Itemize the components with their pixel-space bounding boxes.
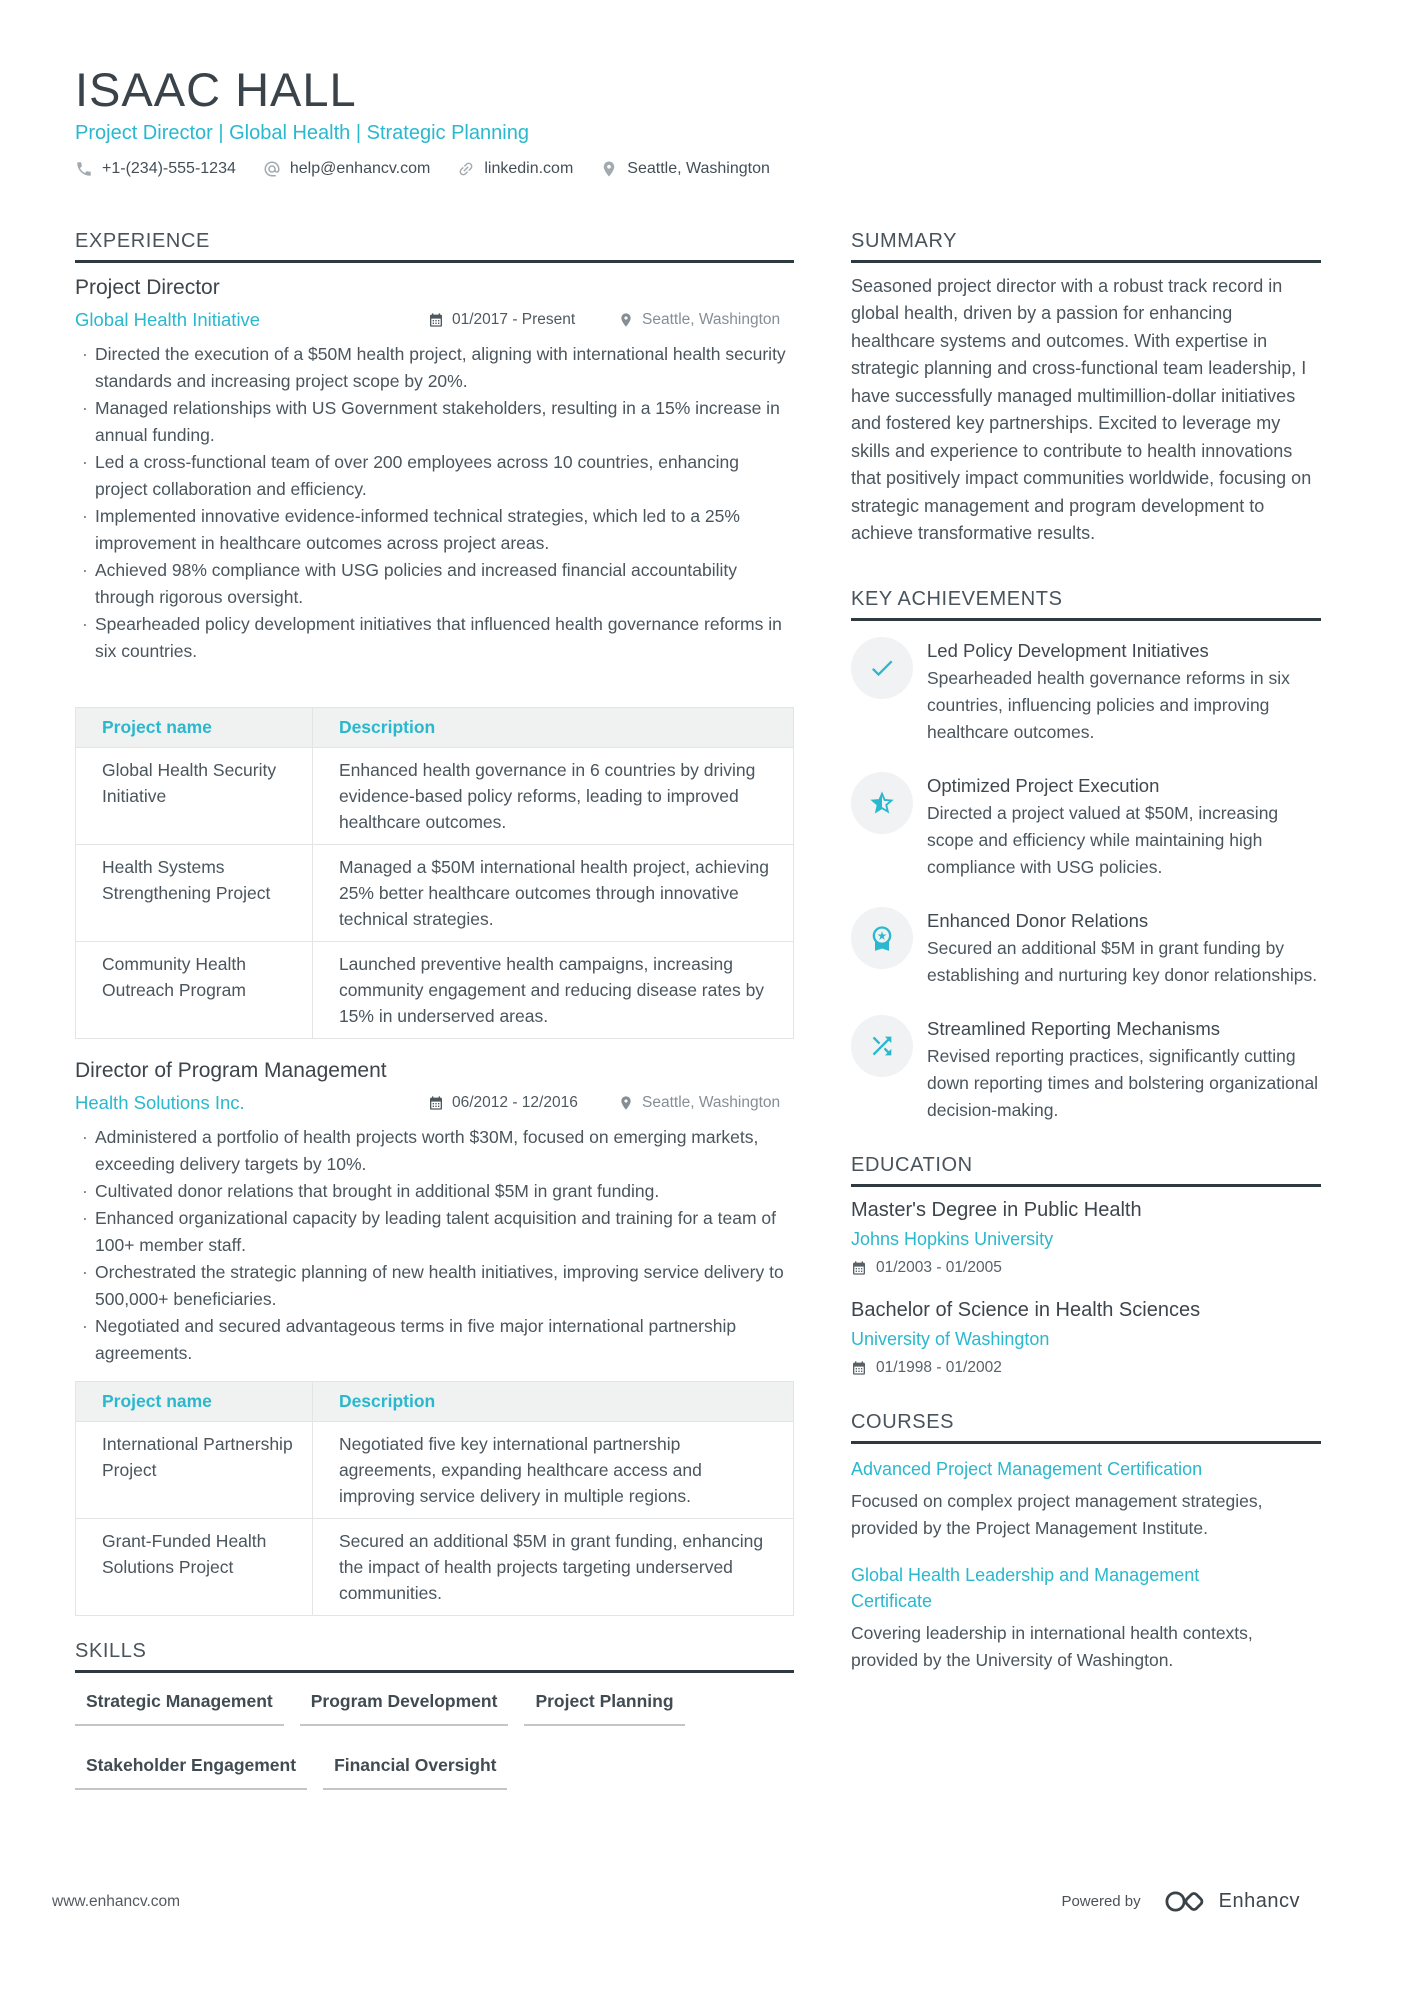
bullet-item: · Directed the execution of a $50M health project, aligning with international health security standards and increasing project scope by 20%. [75,341,794,395]
section-skills-heading: SKILLS [75,1640,794,1673]
medal-icon [851,907,913,969]
company-name: Global Health Initiative [75,308,261,330]
education-dates: 01/2003 - 01/2005 [851,1259,1321,1277]
course-description: Focused on complex project management strategies, provided by the Project Management Institute. [851,1490,1263,1538]
bullet-item: · Implemented innovative evidence-informed technical strategies, which led to a 25% improvement in healthcare outcomes across project areas. [75,503,794,557]
achievement-item [851,637,1321,746]
table-row [76,747,794,844]
section-summary-heading: SUMMARY [851,230,1321,263]
table-cell-project: Health Systems Strengthening Project [76,844,313,941]
skill-item: Stakeholder Engagement [75,1755,307,1790]
right-column [851,230,1321,1790]
calendar-icon [428,1095,444,1111]
projects-table [75,1381,794,1616]
bullet-item: · Administered a portfolio of health projects worth $30M, focused on emerging markets, exceeding delivery targets by 10%. [75,1124,794,1178]
headline: Project Director | Global Health | Strategic Planning [75,121,529,144]
job-location: Seattle, Washington [618,311,794,329]
contact-linkedin[interactable] [457,160,573,178]
section-education-heading: EDUCATION [851,1154,1321,1187]
bullet-item: · Enhanced organizational capacity by leading talent acquisition and training for a team of 100+ member staff. [75,1205,794,1259]
footer-site-link[interactable]: www.enhancv.com [52,1892,181,1910]
phone-icon [75,160,93,178]
contact-row [75,160,1335,178]
linkedin-link[interactable]: linkedin.com [484,159,574,177]
at-icon [263,160,281,178]
table-cell-description: Enhanced health governance in 6 countries by driving evidence-based policy reforms, leading to improved healthcare outcomes. [312,747,793,844]
job-title: Project Director [75,275,220,299]
table-row [76,844,794,941]
course-description: Covering leadership in international health contexts, provided by the University of Washington. [851,1622,1253,1670]
school-name: University of Washington [851,1328,1050,1349]
achievement-item [851,907,1321,989]
table-row [76,1421,794,1518]
table-header-description: Description [312,707,793,747]
education-dates: 01/1998 - 01/2002 [851,1359,1321,1377]
email-address[interactable]: help@enhancv.com [289,159,431,177]
calendar-icon [851,1260,867,1276]
star-icon [851,772,913,834]
contact-phone [75,160,236,178]
degree-title: Bachelor of Science in Health Sciences [851,1298,1201,1321]
table-cell-project: Community Health Outreach Program [76,941,313,1038]
skills-list [75,1691,794,1790]
degree-title: Master's Degree in Public Health [851,1198,1142,1221]
calendar-icon [428,312,444,328]
achievement-text: Revised reporting practices, significantly cutting down reporting times and bolstering organizational decision-making. [927,1045,1319,1120]
summary-text: Seasoned project director with a robust track record in global health, driven by a passion for enhancing healthcare systems and outcomes. With expertise in strategic planning and cross-functional team leadership, I have successfully managed multimillion-dollar initiatives and fostered key partnerships. Excited to leverage my skills and experience to contribute to health innovations that positively impact communities worldwide, focusing on strategic management and program development to achieve transformative results. [851,275,1312,544]
achievement-title: Enhanced Donor Relations [927,909,1149,931]
course-entry [851,1456,1321,1542]
company-name: Health Solutions Inc. [75,1091,245,1113]
bullet-item: · Orchestrated the strategic planning of new health initiatives, improving service delivery to 500,000+ beneficiaries. [75,1259,794,1313]
table-cell-description: Managed a $50M international health project, achieving 25% better healthcare outcomes through innovative technical strategies. [312,844,793,941]
job-dates: 01/2017 - Present [428,311,618,329]
school-name: Johns Hopkins University [851,1228,1054,1249]
location-text: Seattle, Washington [627,159,770,177]
course-entry [851,1562,1321,1674]
contact-location [600,160,770,178]
table-header-project: Project name [76,707,313,747]
education-entry [851,1299,1321,1377]
link-icon [454,156,479,181]
job-title: Director of Program Management [75,1058,387,1082]
table-cell-description: Negotiated five key international partnership agreements, expanding healthcare access and improving service delivery in multiple regions. [312,1421,793,1518]
table-header-description: Description [312,1381,793,1421]
section-achievements-heading: KEY ACHIEVEMENTS [851,588,1321,621]
experience-entry [75,276,794,1039]
left-column [75,230,794,1790]
calendar-icon [851,1360,867,1376]
candidate-name: ISAAC HALL [75,63,357,116]
table-cell-description: Secured an additional $5M in grant funding, enhancing the impact of health projects targeting underserved communities. [312,1518,793,1615]
section-experience-heading: EXPERIENCE [75,230,794,263]
phone-number: +1-(234)-555-1234 [102,159,236,177]
job-meta-row [75,1092,794,1114]
location-pin-icon [618,1095,634,1111]
page-footer [52,1888,1300,1915]
table-cell-project: Grant-Funded Health Solutions Project [76,1518,313,1615]
bullet-item: · Negotiated and secured advantageous terms in five major international partnership agreements. [75,1313,794,1367]
powered-by-label: Powered by [1061,1893,1141,1910]
contact-email[interactable] [263,160,430,178]
skill-item: Strategic Management [75,1691,284,1726]
table-header-project: Project name [76,1381,313,1421]
job-location: Seattle, Washington [618,1094,794,1112]
achievement-text: Secured an additional $5M in grant funding by establishing and nurturing key donor relationships. [927,937,1318,985]
table-row [76,941,794,1038]
check-icon [851,637,913,699]
bullet-item: · Cultivated donor relations that brought in additional $5M in grant funding. [75,1178,794,1205]
achievement-text: Directed a project valued at $50M, increasing scope and efficiency while maintaining high compliance with USG policies. [927,802,1279,877]
location-pin-icon [600,160,618,178]
section-courses-heading: COURSES [851,1411,1321,1444]
table-cell-description: Launched preventive health campaigns, increasing community engagement and reducing disease rates by 15% in underserved areas. [312,941,793,1038]
table-cell-project: Global Health Security Initiative [76,747,313,844]
skill-item: Program Development [300,1691,509,1726]
achievement-title: Led Policy Development Initiatives [927,639,1209,661]
enhancv-brand-name: Enhancv [1218,1890,1300,1912]
achievement-item [851,1015,1321,1124]
job-bullet-list [75,341,794,665]
bullet-item: · Achieved 98% compliance with USG policies and increased financial accountability through rigorous oversight. [75,557,794,611]
achievement-text: Spearheaded health governance reforms in six countries, influencing policies and improving healthcare outcomes. [927,667,1290,742]
bullet-item: · Managed relationships with US Government stakeholders, resulting in a 15% increase in annual funding. [75,395,794,449]
location-pin-icon [618,312,634,328]
skill-item: Project Planning [524,1691,684,1726]
achievement-title: Optimized Project Execution [927,774,1160,796]
table-cell-project: International Partnership Project [76,1421,313,1518]
job-bullet-list [75,1124,794,1367]
resume-header [75,64,1335,178]
skill-item: Financial Oversight [323,1755,507,1790]
table-row [76,1518,794,1615]
course-title: Global Health Leadership and Management Certificate [851,1564,1200,1611]
bullet-item: · Led a cross-functional team of over 200 employees across 10 countries, enhancing project collaboration and efficiency. [75,449,794,503]
achievement-item [851,772,1321,881]
job-dates: 06/2012 - 12/2016 [428,1094,618,1112]
achievement-title: Streamlined Reporting Mechanisms [927,1017,1221,1039]
enhancv-logo-icon [1163,1888,1209,1915]
education-entry [851,1199,1321,1277]
experience-entry [75,1059,794,1616]
bullet-item: · Spearheaded policy development initiatives that influenced health governance reforms in six countries. [75,611,794,665]
route-icon [851,1015,913,1077]
achievements-list [851,637,1321,1124]
powered-by[interactable] [1061,1888,1300,1915]
job-meta-row [75,309,794,331]
projects-table [75,707,794,1039]
course-title: Advanced Project Management Certification [851,1458,1203,1479]
